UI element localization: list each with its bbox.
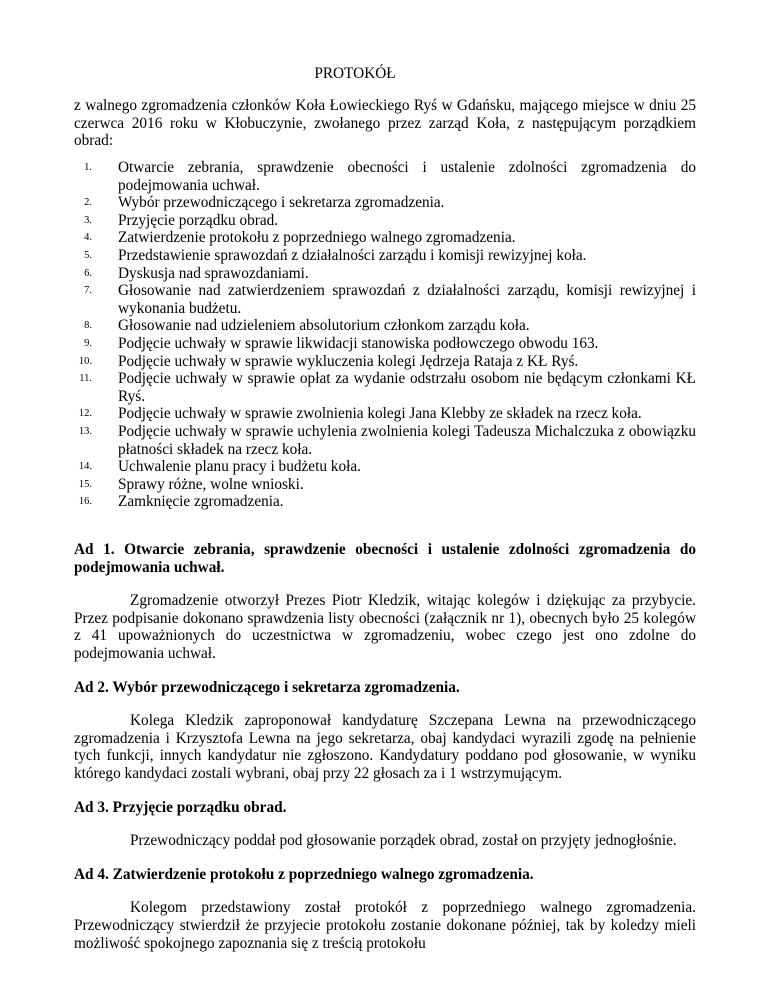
agenda-item	[74, 370, 696, 405]
intro-paragraph	[74, 97, 696, 150]
agenda-number: 3.	[84, 214, 92, 226]
agenda-number: 12.	[78, 408, 92, 420]
agenda-number: 8.	[84, 320, 92, 332]
intro-text: z walnego zgromadzenia członków Koła Łowieckiego Ryś w Gdańsku, mającego miejsce w dniu 25 czerwca 2016 roku w Kłobuczynie, zwołanego przez zarząd Koła, z następującym porządkiem obrad:	[74, 97, 696, 150]
section-body: Zgromadzenie otworzył Prezes Piotr Kledzik, witając kolegów i dziękując za przybycie. Przez podpisanie dokonano sprawdzenia listy obecności (załącznik nr 1), obecnych było 25 kolegów z 41 upoważnionych do uczestnictwa w zgromadzeniu, wobec czego jest ono zdolne do podejmowania uchwał.	[74, 592, 696, 662]
agenda-item	[74, 335, 696, 353]
section-body: Kolega Kledzik zaproponował kandydaturę Szczepana Lewna na przewodniczącego zgromadzenia i Krzysztofa Lewna na jego sekretarza, obaj kandydaci wyrazili zgodę na pełnienie tych funkcji, innych kandydatur nie zgłoszono. Kandydatury poddano pod głosowanie, w wyniku którego kandydaci zostali wybrani, obaj przy 22 głosach za i 1 wstrzymującym.	[74, 712, 696, 782]
agenda-number: 6.	[84, 267, 92, 279]
agenda-text: Podjęcie uchwały w sprawie likwidacji stanowiska podłowczego obwodu 163.	[118, 334, 599, 352]
agenda-text: Głosowanie nad zatwierdzeniem sprawozdań z działalności zarządu, komisji rewizyjnej i wykonania budżetu.	[118, 282, 696, 317]
agenda-number: 1.	[84, 162, 92, 173]
agenda-item	[74, 353, 696, 371]
agenda-number: 14.	[78, 461, 92, 473]
agenda-text: Podjęcie uchwały w sprawie uchylenia zwolnienia kolegi Tadeusza Michalczuka z obowiązku płatności składek na rzecz koła.	[118, 422, 696, 458]
agenda-text: Głosowanie nad udzieleniem absolutorium członkom zarządu koła.	[118, 317, 530, 335]
agenda-text: Podjęcie uchwały w sprawie opłat za wydanie odstrzału osobom nie będącym członkami KŁ Ryś.	[118, 370, 696, 405]
agenda-number: 11.	[79, 373, 92, 385]
agenda-number: 15.	[78, 478, 92, 490]
agenda-text: Wybór przewodniczącego i sekretarza zgromadzenia.	[118, 194, 445, 212]
agenda-text: Przedstawienie sprawozdań z działalności zarządu i komisji rewizyjnej koła.	[118, 246, 587, 264]
agenda-number: 5.	[84, 249, 92, 261]
agenda-list	[74, 159, 696, 511]
agenda-item	[74, 423, 696, 458]
agenda-item	[74, 229, 696, 247]
section-body: Kolegom przedstawiony został protokół z poprzedniego walnego zgromadzenia. Przewodniczący stwierdził że przyjecie protokołu zostanie dokonane później, tak by koledzy mieli możliwość spokojnego zapoznania się z treścią protokołu	[74, 899, 696, 952]
agenda-number: 7.	[84, 285, 92, 297]
sections-container	[74, 541, 696, 968]
section-heading: Ad 3. Przyjęcie porządku obrad.	[74, 798, 287, 816]
agenda-text: Sprawy różne, wolne wnioski.	[118, 475, 304, 493]
agenda-item	[74, 458, 696, 476]
section-body: Przewodniczący poddał pod głosowanie porządek obrad, został on przyjęty jednogłośnie.	[130, 832, 677, 850]
agenda-item	[74, 212, 696, 230]
agenda-item	[74, 247, 696, 265]
agenda-text: Podjęcie uchwały w sprawie wykluczenia kolegi Jędrzeja Rataja z KŁ Ryś.	[118, 352, 579, 370]
agenda-item	[74, 317, 696, 335]
agenda-item	[74, 159, 696, 194]
section-heading: Ad 4. Zatwierdzenie protokołu z poprzedniego walnego zgromadzenia.	[74, 865, 534, 883]
agenda-number: 13.	[78, 425, 92, 437]
agenda-text: Otwarcie zebrania, sprawdzenie obecności i ustalenie zdolności zgromadzenia do podejmowania uchwał.	[118, 159, 696, 194]
section-heading: Ad 2. Wybór przewodniczącego i sekretarza zgromadzenia.	[74, 678, 460, 696]
agenda-item	[74, 476, 696, 494]
document-title: PROTOKÓŁ	[314, 65, 396, 82]
agenda-text: Dyskusja nad sprawozdaniami.	[118, 264, 309, 282]
agenda-number: 10.	[78, 355, 92, 367]
agenda-number: 16.	[78, 496, 92, 508]
agenda-text: Zamknięcie zgromadzenia.	[118, 493, 284, 511]
agenda-number: 4.	[84, 232, 92, 244]
agenda-item	[74, 265, 696, 283]
agenda-text: Uchwalenie planu pracy i budżetu koła.	[118, 458, 361, 476]
agenda-text: Podjęcie uchwały w sprawie zwolnienia kolegi Jana Klebby ze składek na rzecz koła.	[118, 405, 642, 423]
agenda-item	[74, 282, 696, 317]
agenda-number: 2.	[84, 197, 92, 209]
agenda-item	[74, 194, 696, 212]
section-ad-2	[74, 679, 696, 783]
section-ad-1	[74, 541, 696, 663]
section-ad-4	[74, 866, 696, 952]
section-heading: Ad 1. Otwarcie zebrania, sprawdzenie obecności i ustalenie zdolności zgromadzenia do podejmowania uchwał.	[74, 541, 696, 576]
agenda-item	[74, 405, 696, 423]
agenda-text: Przyjęcie porządku obrad.	[118, 211, 279, 229]
section-ad-3	[74, 799, 696, 850]
agenda-number: 9.	[84, 337, 92, 349]
agenda-text: Zatwierdzenie protokołu z poprzedniego walnego zgromadzenia.	[118, 229, 516, 247]
agenda-item	[74, 493, 696, 511]
